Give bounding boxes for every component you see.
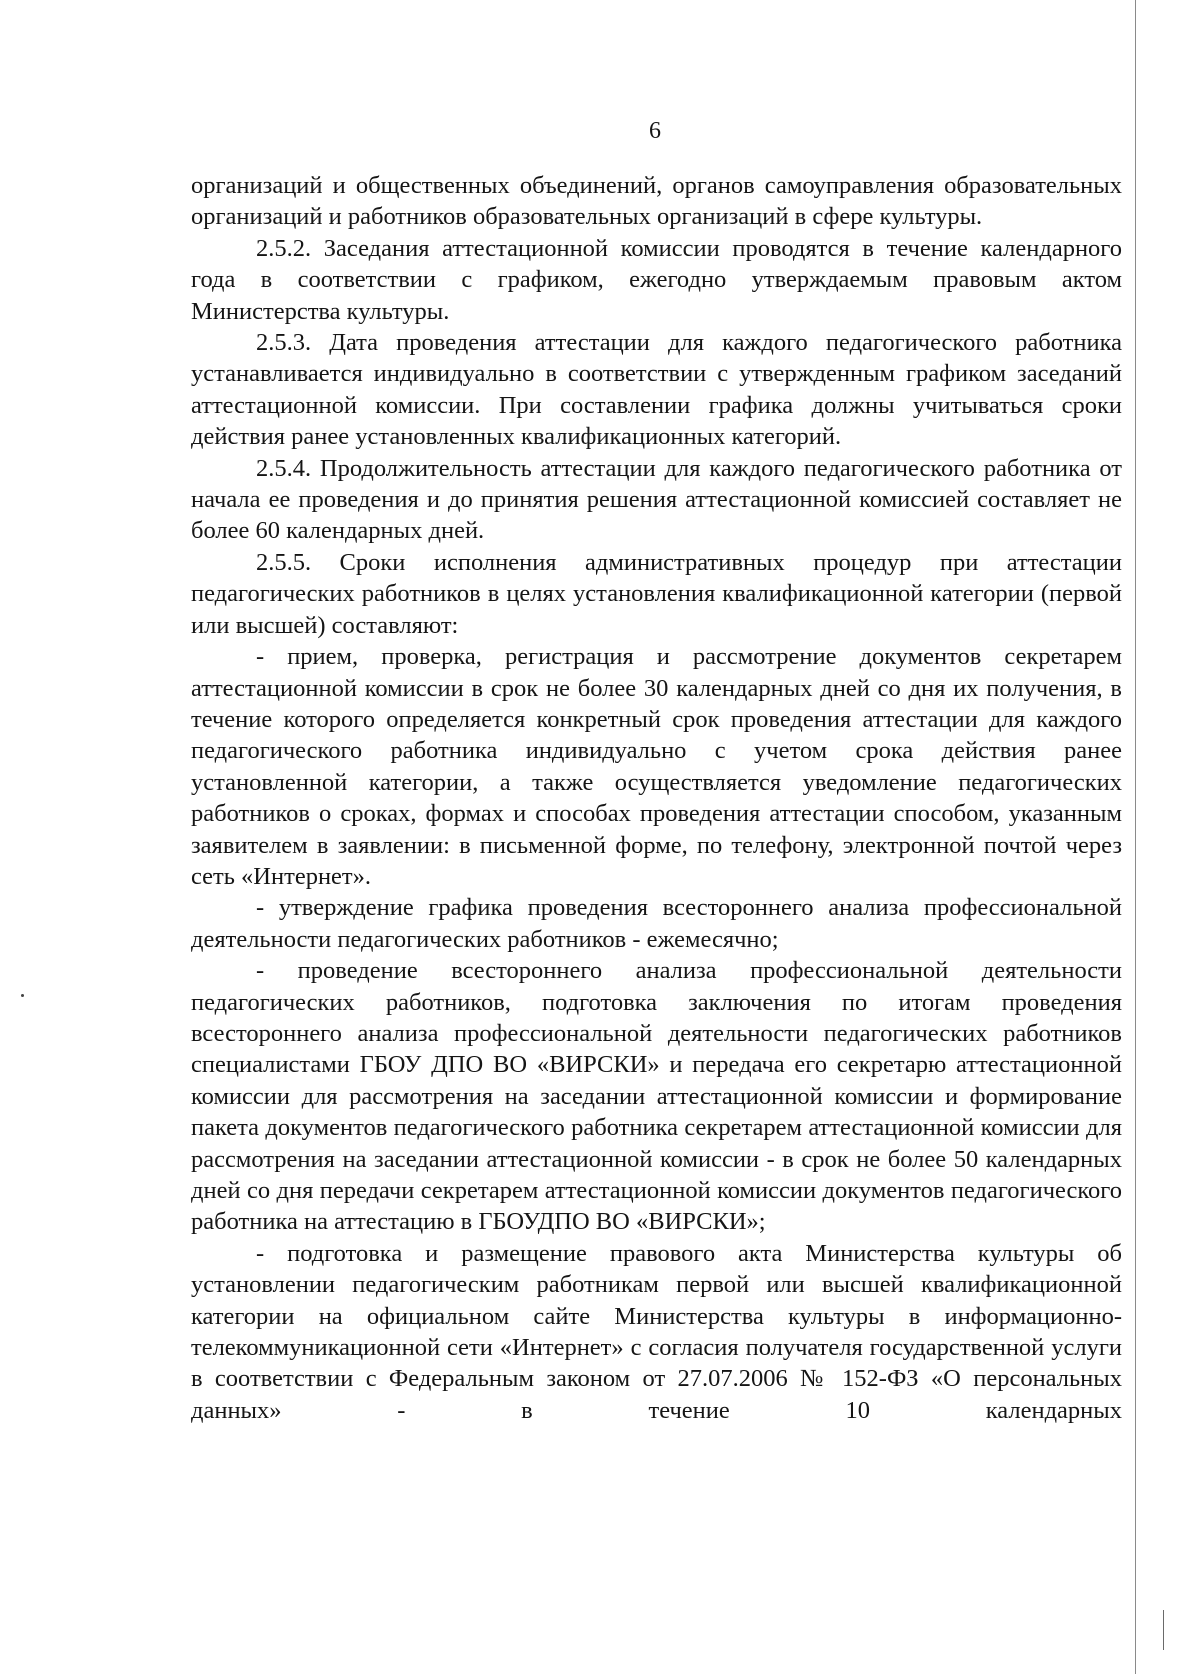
list-item-legal-act-publication: - подготовка и размещение правового акта Министерства культуры об установлении педагогическим работникам первой или высшей квалификационной категории на официальном сайте Министерства культуры в информационно-телекоммуникационной сети «Интернет» с согласия получателя государственной услуги в соответствии с Федеральным законом от 27.07.2006 № 152-ФЗ «О персональных данных» - в течение 10 календарных bbox=[191, 1239, 1122, 1424]
paragraph-organizations: организаций и общественных объединений, органов самоуправления образовательных организаций и работников образовательных организаций в сфере культуры. bbox=[191, 172, 1122, 231]
list-item-comprehensive-analysis: - проведение всестороннего анализа профессиональной деятельности педагогических работников, подготовка заключения по итогам проведения всестороннего анализа профессиональной деятельности педагогических работников специалистами ГБОУ ДПО ВО «ВИРСКИ» и передача его секретарю аттестационной комиссии для рассмотрения на заседании аттестационной комиссии и формирование пакета документов педагогического работника секретарем аттестационной комиссии для рассмотрения на заседании аттестационной комиссии - в срок не более 50 календарных дней со дня передачи секретарем аттестационной комиссии документов педагогического работника на аттестацию в ГБОУДПО ВО «ВИРСКИ»; bbox=[191, 957, 1122, 1236]
scan-edge-mark bbox=[1163, 1610, 1164, 1650]
paragraph-2-5-5: 2.5.5. Сроки исполнения административных процедур при аттестации педагогических работников в целях установления квалификационной категории (первой или высшей) составляют: bbox=[191, 548, 1122, 639]
document-body bbox=[191, 170, 1122, 1426]
list-item-schedule-approval: - утверждение графика проведения всестороннего анализа профессиональной деятельности педагогических работников - ежемесячно; bbox=[191, 894, 1122, 953]
paragraph-2-5-3: 2.5.3. Дата проведения аттестации для каждого педагогического работника устанавливается индивидуально в соответствии с утвержденным графиком заседаний аттестационной комиссии. При составлении графика должны учитываться сроки действия ранее установленных квалификационных категорий. bbox=[191, 329, 1122, 451]
scan-speck bbox=[21, 994, 24, 997]
page-number: 6 bbox=[649, 118, 661, 144]
paragraph-2-5-2: 2.5.2. Заседания аттестационной комиссии проводятся в течение календарного года в соответствии с графиком, ежегодно утверждаемым правовым актом Министерства культуры. bbox=[191, 234, 1122, 325]
scan-edge-line bbox=[1135, 0, 1136, 1674]
paragraph-2-5-4: 2.5.4. Продолжительность аттестации для каждого педагогического работника от начала ее проведения и до принятия решения аттестационной комиссией составляет не более 60 календарных дней. bbox=[191, 454, 1122, 545]
list-item-document-review: - прием, проверка, регистрация и рассмотрение документов секретарем аттестационной комиссии в срок не более 30 календарных дней со дня их получения, в течение которого определяется конкретный срок проведения аттестации для каждого педагогического работника индивидуально с учетом срока действия ранее установленной категории, а также осуществляется уведомление педагогических работников о сроках, формах и способах проведения аттестации способом, указанным заявителем в заявлении: в письменной форме, по телефону, электронной почтой через сеть «Интернет». bbox=[191, 643, 1122, 890]
